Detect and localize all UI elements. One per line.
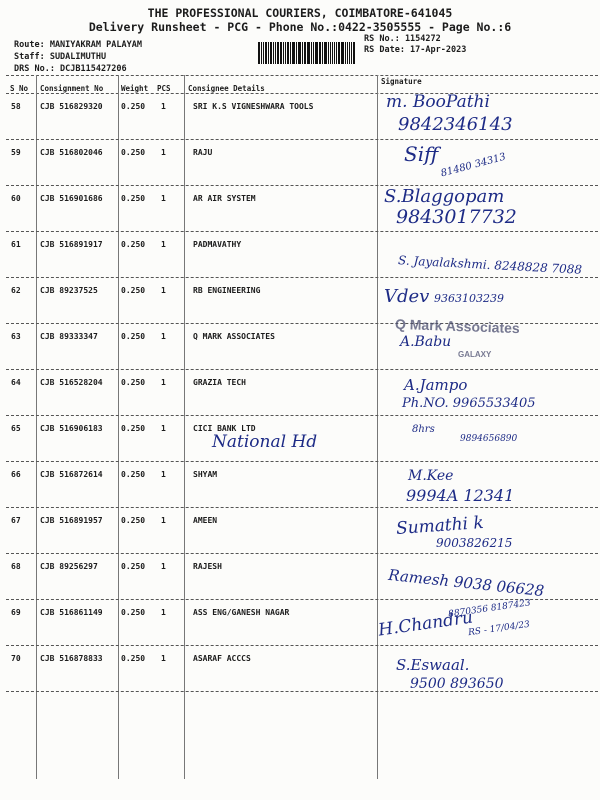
signature-65-mark: 8hrs (412, 424, 435, 435)
signature-62-phone: 9363103239 (434, 292, 504, 305)
barcode-bar (330, 42, 331, 64)
signature-68: Ramesh 9038 06628 (387, 565, 545, 601)
row-consignee: RAJESH (193, 562, 222, 571)
column-divider (184, 75, 185, 779)
signature-70-phone: 9500 893650 (410, 676, 504, 692)
row-consignment-no: CJB 89256297 (40, 562, 98, 571)
row-pcs: 1 (161, 562, 166, 571)
row-sno: 58 (11, 102, 21, 111)
row-separator (6, 645, 598, 646)
barcode-bar (263, 42, 264, 64)
barcode-bar (298, 42, 299, 64)
barcode-bar (273, 42, 274, 64)
row-pcs: 1 (161, 608, 166, 617)
row-consignment-no: CJB 516878833 (40, 654, 103, 663)
row-consignment-no: CJB 516906183 (40, 424, 103, 433)
barcode-bar (311, 42, 312, 64)
signature-62-mark: Vdev (384, 286, 430, 307)
barcode-bar (302, 42, 303, 64)
row-weight: 0.250 (121, 240, 146, 249)
row-consignment-no: CJB 89333347 (40, 332, 98, 341)
barcode-bar (353, 42, 355, 64)
row-consignee: CICI BANK LTD (193, 424, 256, 433)
row-sno: 59 (11, 148, 21, 157)
col-sno: S No (10, 84, 29, 93)
signature-66-name: M.Kee (408, 468, 454, 484)
barcode-bar (315, 42, 316, 64)
row-weight: 0.250 (121, 424, 146, 433)
row-pcs: 1 (161, 240, 166, 249)
row-pcs: 1 (161, 470, 166, 479)
row-weight: 0.250 (121, 286, 146, 295)
row-separator (6, 369, 598, 370)
row-separator (6, 553, 598, 554)
row-consignment-no: CJB 516901686 (40, 194, 103, 203)
barcode-bar (290, 42, 291, 64)
row-sno: 63 (11, 332, 21, 341)
row-weight: 0.250 (121, 608, 146, 617)
row-consignee: GRAZIA TECH (193, 378, 246, 387)
row-weight: 0.250 (121, 194, 146, 203)
table-top-rule (6, 75, 598, 76)
row-weight: 0.250 (121, 332, 146, 341)
signature-64-phone: Ph.NO. 9965533405 (402, 396, 536, 411)
row-separator (6, 277, 598, 278)
barcode-bar (341, 42, 344, 64)
barcode-bar (275, 42, 276, 64)
row-separator (6, 139, 598, 140)
header-rule (6, 93, 598, 94)
row-pcs: 1 (161, 378, 166, 387)
col-consignee: Consignee Details (188, 84, 265, 93)
signature-65-note: National Hd (212, 432, 318, 452)
page-subtitle: Delivery Runsheet - PCG - Phone No.:0422-3505555 - Page No.:6 (88, 20, 512, 34)
row-consignment-no: CJB 516891917 (40, 240, 103, 249)
row-separator (6, 461, 598, 462)
row-pcs: 1 (161, 516, 166, 525)
signature-60-name: S.Blaggopam (384, 186, 505, 207)
barcode-bar (328, 42, 329, 64)
signature-66-phone: 9994A 12341 (406, 486, 515, 505)
row-separator (6, 691, 598, 692)
row-weight: 0.250 (121, 516, 146, 525)
row-consignee: AR AIR SYSTEM (193, 194, 256, 203)
row-weight: 0.250 (121, 148, 146, 157)
barcode-bar (351, 42, 352, 64)
barcode-bar (304, 42, 306, 64)
route-label: Route: MANIYAKRAM PALAYAM (14, 40, 142, 50)
col-consignment: Consignment No (40, 84, 104, 93)
col-weight: Weight (121, 84, 149, 93)
barcode-bar (319, 42, 321, 64)
row-weight: 0.250 (121, 562, 146, 571)
signature-59-mark: Siff (404, 142, 439, 166)
page-title: THE PROFESSIONAL COURIERS, COIMBATORE-641045 (147, 6, 453, 20)
drs-number: DRS No.: DCJB115427206 (14, 64, 127, 74)
column-divider (118, 75, 119, 779)
barcode-bar (334, 42, 335, 64)
row-consignee: AMEEN (193, 516, 218, 525)
row-consignment-no: CJB 516891957 (40, 516, 103, 525)
row-consignee: RB ENGINEERING (193, 286, 261, 295)
barcode-bar (270, 42, 272, 64)
row-consignee: ASARAF ACCCS (193, 654, 251, 663)
row-consignment-no: CJB 516802046 (40, 148, 103, 157)
barcode-bar (313, 42, 314, 64)
row-separator (6, 599, 598, 600)
row-sno: 70 (11, 654, 21, 663)
row-pcs: 1 (161, 286, 166, 295)
barcode-bar (261, 42, 262, 64)
barcode-bar (296, 42, 297, 64)
row-consignment-no: CJB 89237525 (40, 286, 98, 295)
row-sno: 61 (11, 240, 21, 249)
row-consignment-no: CJB 516528204 (40, 378, 103, 387)
barcode-bar (316, 42, 318, 64)
barcode-bar (283, 42, 284, 64)
barcode-bar (277, 42, 279, 64)
row-consignee: ASS ENG/GANESH NAGAR (193, 608, 290, 617)
barcode-bar (332, 42, 334, 64)
row-separator (6, 507, 598, 508)
barcode-bar (324, 42, 327, 64)
row-consignee: SHYAM (193, 470, 218, 479)
signature-69-name: H.Chandru (377, 607, 475, 641)
stamp-63-text: GALAXY (458, 350, 492, 359)
barcode-bar (299, 42, 301, 64)
stamp-63: Q Mark Associates (394, 315, 521, 337)
row-sno: 67 (11, 516, 21, 525)
barcode (258, 42, 356, 64)
row-consignee: PADMAVATHY (193, 240, 242, 249)
signature-61: S. Jayalakshmi. 8248828 7088 (397, 253, 583, 277)
row-sno: 62 (11, 286, 21, 295)
barcode-bar (268, 42, 269, 64)
row-consignment-no: CJB 516829320 (40, 102, 103, 111)
barcode-bar (280, 42, 283, 64)
row-sno: 66 (11, 470, 21, 479)
barcode-bar (349, 42, 350, 64)
column-divider (36, 75, 37, 779)
row-weight: 0.250 (121, 102, 146, 111)
row-weight: 0.250 (121, 378, 146, 387)
signature-69-phone: 8870356 8187423 (447, 598, 532, 620)
row-sno: 68 (11, 562, 21, 571)
signature-59-phone: 81480 34313 (439, 151, 508, 180)
signature-65-phone: 9894656890 (460, 434, 518, 444)
signature-63: A.Babu (400, 334, 452, 350)
row-sno: 65 (11, 424, 21, 433)
barcode-bar (287, 42, 289, 64)
col-pcs: PCS (157, 84, 171, 93)
barcode-bar (292, 42, 295, 64)
barcode-bar (347, 42, 349, 64)
barcode-bar (338, 42, 340, 64)
row-separator (6, 185, 598, 186)
row-pcs: 1 (161, 102, 166, 111)
row-pcs: 1 (161, 654, 166, 663)
row-consignment-no: CJB 516872614 (40, 470, 103, 479)
row-separator (6, 415, 598, 416)
row-pcs: 1 (161, 194, 166, 203)
row-separator (6, 231, 598, 232)
barcode-bar (265, 42, 268, 64)
signature-67-phone: 9003826215 (436, 536, 513, 550)
row-weight: 0.250 (121, 654, 146, 663)
signature-58-name: m. BooPathi (386, 92, 490, 112)
staff-label: Staff: SUDALIMUTHU (14, 52, 107, 62)
signature-60-phone: 9843017732 (396, 206, 517, 228)
row-pcs: 1 (161, 424, 166, 433)
row-pcs: 1 (161, 332, 166, 341)
barcode-bar (322, 42, 323, 64)
barcode-bar (307, 42, 310, 64)
row-sno: 69 (11, 608, 21, 617)
signature-70-name: S.Eswaal. (396, 656, 470, 674)
row-sno: 60 (11, 194, 21, 203)
row-sno: 64 (11, 378, 21, 387)
row-consignee: SRI K.S VIGNESHWARA TOOLS (193, 102, 314, 111)
column-divider (377, 75, 378, 779)
signature-69-date: RS - 17/04/23 (467, 619, 531, 639)
row-weight: 0.250 (121, 470, 146, 479)
barcode-bar (285, 42, 286, 64)
barcode-bar (336, 42, 337, 64)
signature-67-name: Sumathi k (395, 512, 485, 540)
rs-date: RS Date: 17-Apr-2023 (364, 45, 467, 55)
barcode-bar (258, 42, 260, 64)
row-consignee: RAJU (193, 148, 213, 157)
row-consignee: Q MARK ASSOCIATES (193, 332, 275, 341)
row-pcs: 1 (161, 148, 166, 157)
signature-64-name: A.Jampo (404, 376, 468, 394)
row-consignment-no: CJB 516861149 (40, 608, 103, 617)
barcode-bar (345, 42, 346, 64)
signature-58-phone: 9842346143 (398, 114, 513, 135)
col-signature: Signature (381, 77, 422, 86)
rs-number: RS No.: 1154272 (364, 34, 441, 44)
